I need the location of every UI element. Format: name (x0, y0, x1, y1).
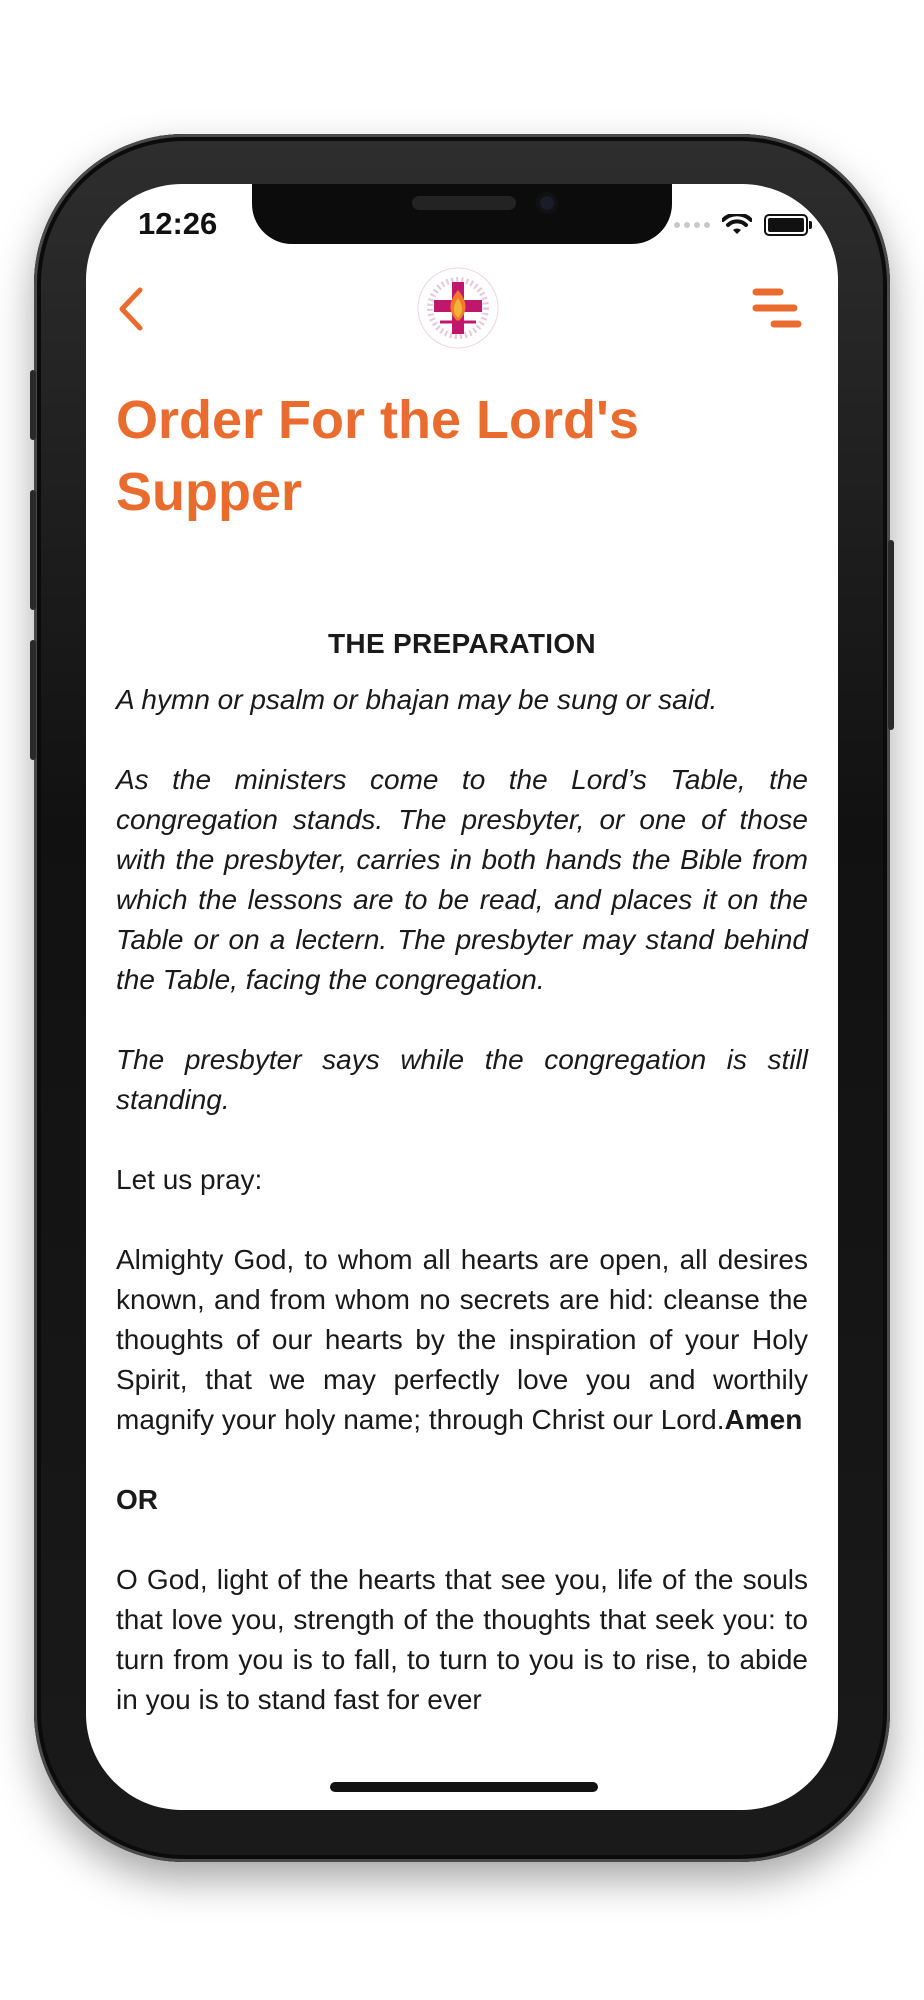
battery-icon (764, 214, 808, 236)
rubric-paragraph: The presbyter says while the congregation is still standing. (116, 1044, 808, 1115)
church-logo (416, 266, 500, 350)
page-title: Order For the Lord's Supper (116, 390, 639, 522)
status-time: 12:26 (138, 206, 218, 241)
amen-text: Amen (724, 1404, 803, 1435)
menu-lines-icon (750, 284, 804, 332)
chevron-left-icon (112, 284, 152, 334)
prayer-paragraph (116, 1240, 808, 1440)
or-separator: OR (116, 1484, 158, 1515)
church-of-south-india-logo (416, 266, 500, 350)
status-icons (674, 214, 808, 236)
side-button-mute (30, 370, 36, 440)
side-button-volume-up (30, 490, 36, 610)
section-heading: THE PREPARATION (328, 628, 596, 659)
signal-icon (674, 222, 710, 228)
notch (252, 184, 672, 244)
wifi-icon (722, 214, 752, 236)
prayer-paragraph: O God, light of the hearts that see you, life of the souls that love you, strength of the thoughts that seek you: to turn from you is to fall, to turn to you is to rise, to abide in you is to stand fast for ever (116, 1564, 808, 1715)
back-button[interactable] (112, 284, 152, 334)
prayer-paragraph: Let us pray: (116, 1164, 263, 1195)
rubric-paragraph: As the ministers come to the Lord’s Table, the congregation stands. The presbyter, or one of those with the presbyter, carries in both hands the Bible from which the lessons are to be read, and places it on the Table or on a lectern. The presbyter may stand behind the Table, facing the congregation. (116, 764, 808, 995)
home-indicator[interactable] (330, 1782, 598, 1792)
prayer-text: Almighty God, to whom all hearts are open, all desires known, and from whom no secrets are hid: cleanse the thoughts of our hearts by the inspiration of your Holy Spirit, that we may perfectly love you and worthily magnify your holy name; through Christ our Lord. (116, 1244, 808, 1435)
reading-content (116, 384, 808, 1760)
side-button-power (888, 540, 894, 730)
side-button-volume-down (30, 640, 36, 760)
rubric-paragraph: A hymn or psalm or bhajan may be sung or said. (116, 684, 718, 715)
screen (86, 184, 838, 1810)
menu-button[interactable] (750, 284, 804, 332)
